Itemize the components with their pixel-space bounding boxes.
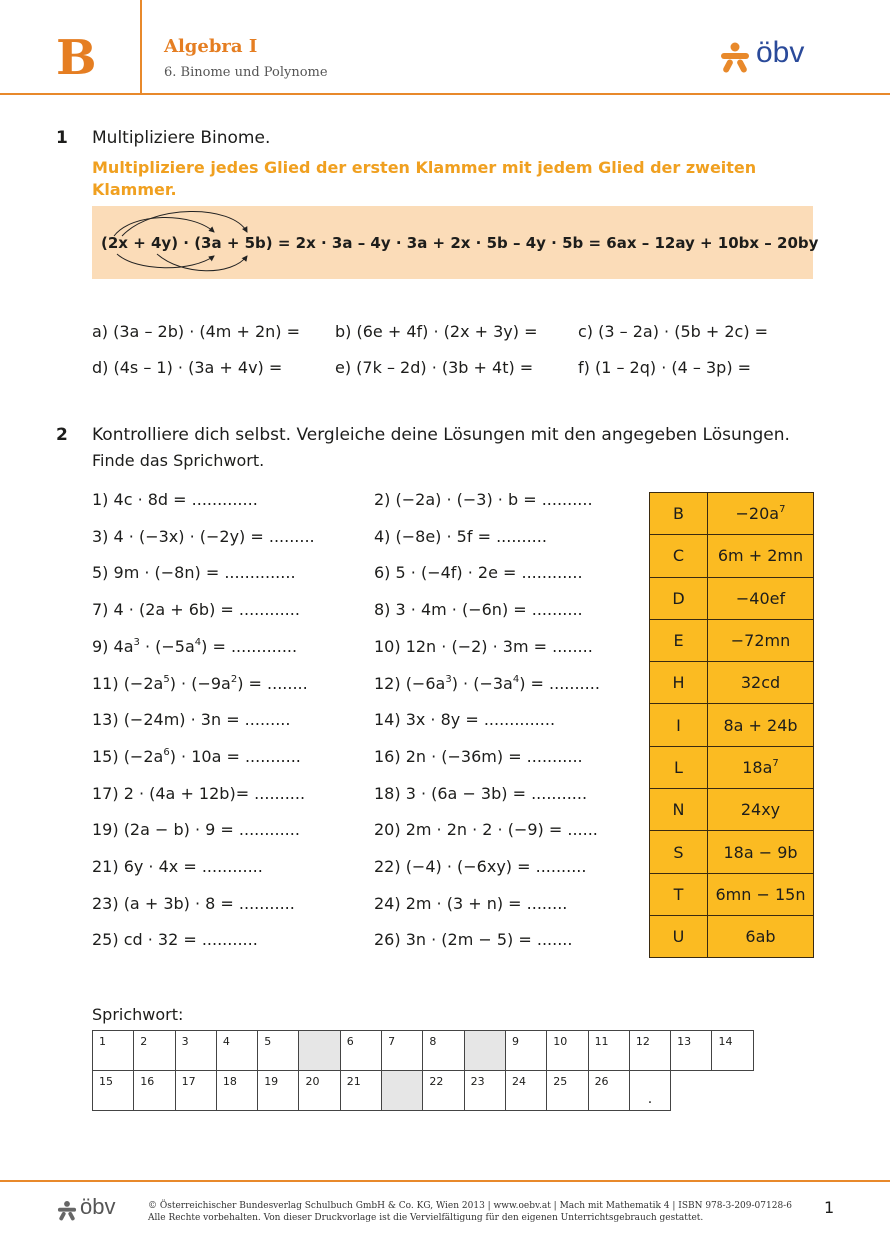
item-text: 1) 4c · 8d = ............. — [92, 490, 258, 509]
task2-item — [374, 784, 587, 803]
key-row — [650, 704, 814, 746]
item-text: ) · (−9a — [169, 673, 231, 693]
task1-title: Multipliziere Binome. — [92, 128, 271, 148]
task2-item — [374, 747, 583, 766]
task2-item — [374, 637, 593, 656]
key-letter: S — [650, 831, 708, 873]
exponent: 4 — [194, 636, 202, 648]
key-row — [650, 831, 814, 873]
grid-cell[interactable]: 20 — [299, 1071, 340, 1111]
key-letter: E — [650, 619, 708, 661]
exponent: 7 — [772, 757, 779, 769]
sprichwort-label: Sprichwort: — [92, 1005, 184, 1024]
key-row — [650, 535, 814, 577]
footer-rule — [0, 1180, 890, 1182]
task2-item — [374, 490, 593, 509]
key-letter: D — [650, 577, 708, 619]
key-row — [650, 577, 814, 619]
item-text: 15) (−2a — [92, 746, 164, 766]
grid-cell[interactable]: 7 — [382, 1031, 423, 1071]
task2-item — [92, 820, 300, 839]
task2-item — [374, 857, 586, 876]
exercise-d: d) (4s – 1) · (3a + 4v) = — [92, 358, 283, 377]
exponent: 2 — [230, 673, 238, 685]
item-text: 6) 5 · (−4f) · 2e = ............ — [374, 563, 583, 583]
item-text: ) = ........ — [237, 673, 308, 693]
item-text: 9) 4a — [92, 636, 134, 656]
key-value-text: 6m + 2mn — [717, 546, 804, 566]
grid-cell[interactable]: 14 — [712, 1031, 753, 1071]
grid-cell[interactable]: 3 — [175, 1031, 216, 1071]
item-text: 26) 3n · (2m − 5) = ....... — [374, 930, 573, 950]
task2-number: 2 — [56, 425, 68, 445]
section-letter: B — [56, 30, 97, 86]
grid-row-1 — [93, 1031, 754, 1071]
exponent: 3 — [445, 673, 452, 685]
item-text: 13) (−24m) · 3n = ......... — [92, 710, 291, 730]
grid-cell[interactable]: 10 — [547, 1031, 588, 1071]
task2-item — [92, 784, 305, 803]
task2-item — [92, 637, 297, 656]
task2-item — [374, 820, 598, 839]
footer-logo-text: öbv — [80, 1194, 116, 1219]
task2-item — [92, 600, 300, 619]
key-row — [650, 662, 814, 704]
grid-cell[interactable]: 26 — [588, 1071, 629, 1111]
grid-cell[interactable]: . — [629, 1071, 670, 1111]
task2-item — [92, 747, 301, 766]
footer-line-1: © Österreichischer Bundesverlag Schulbuch GmbH & Co. KG, Wien 2013 | www.oebv.at | Mach mit Mathematik 4 | ISBN 978-3-209-07128-6 — [148, 1201, 792, 1211]
header-divider — [140, 0, 142, 94]
task2-item — [374, 600, 583, 619]
key-letter: I — [650, 704, 708, 746]
item-text: 25) cd · 32 = ........... — [92, 930, 258, 950]
exponent: 3 — [133, 636, 140, 648]
logo-text: öbv — [756, 36, 805, 69]
grid-cell[interactable]: 5 — [258, 1031, 299, 1071]
grid-row-2 — [93, 1071, 754, 1111]
task2-item — [374, 674, 600, 693]
item-text: 10) 12n · (−2) · 3m = ........ — [374, 636, 593, 656]
grid-cell[interactable]: 8 — [423, 1031, 464, 1071]
item-text: ) = .......... — [519, 673, 600, 693]
key-letter: T — [650, 873, 708, 915]
task2-item — [92, 930, 258, 949]
item-text: 11) (−2a — [92, 673, 164, 693]
key-letter: L — [650, 746, 708, 788]
grid-cell[interactable] — [382, 1071, 423, 1111]
task1-number: 1 — [56, 128, 68, 148]
example-equation: (2x + 4y) · (3a + 5b) = 2x · 3a – 4y · 3a + 2x · 5b – 4y · 5b = 6ax – 12ay + 10bx – 20by — [101, 234, 819, 252]
exercise-a: a) (3a – 2b) · (4m + 2n) = — [92, 322, 301, 341]
exponent: 4 — [512, 673, 520, 685]
item-text: 22) (−4) · (−6xy) = .......... — [374, 857, 587, 876]
grid-cell[interactable]: 24 — [505, 1071, 546, 1111]
key-letter: C — [650, 535, 708, 577]
key-value — [708, 535, 814, 577]
key-value — [708, 915, 814, 957]
task2-item — [374, 563, 583, 582]
sprichwort-grid — [92, 1030, 754, 1111]
task1-rule: Multipliziere jedes Glied der ersten Klammer mit jedem Glied der zweiten Klammer. — [92, 158, 757, 199]
solution-key — [649, 492, 814, 958]
item-text: 8) 3 · 4m · (−6n) = .......... — [374, 600, 583, 620]
grid-cell[interactable]: 25 — [547, 1071, 588, 1111]
key-value-text: 32cd — [740, 673, 781, 693]
item-text: ) · 10a = ........... — [169, 746, 301, 766]
key-row — [650, 619, 814, 661]
task2-item — [92, 710, 290, 729]
grid-cell[interactable]: 11 — [588, 1031, 629, 1071]
item-text: 14) 3x · 8y = .............. — [374, 710, 556, 730]
item-text: 21) 6y · 4x = ............ — [92, 857, 263, 876]
key-value-text: 6mn − 15n — [715, 884, 806, 904]
item-text: 12) (−6a — [374, 673, 446, 693]
item-text: 2) (−2a) · (−3) · b = .......... — [374, 490, 593, 509]
key-value-text: 6ab — [745, 927, 776, 947]
grid-cell[interactable]: 12 — [629, 1031, 670, 1071]
exponent: 6 — [163, 746, 170, 758]
header-title: Algebra I — [164, 36, 258, 57]
exercise-f: f) (1 – 2q) · (4 – 3p) = — [578, 358, 752, 377]
grid-cell[interactable]: 16 — [134, 1071, 175, 1111]
item-text: 5) 9m · (−8n) = .............. — [92, 563, 296, 583]
key-value — [708, 493, 814, 535]
item-text: ) · (−3a — [451, 673, 513, 693]
task2-item — [92, 563, 296, 582]
key-value-text: 18a — [742, 757, 773, 777]
key-value — [708, 662, 814, 704]
task2-item — [92, 894, 295, 913]
item-text: · (−5a — [139, 636, 195, 656]
footer-line-2: Alle Rechte vorbehalten. Von dieser Druckvorlage ist die Vervielfältigung für den eigenen Unterrichtsgebrauch gestattet. — [148, 1213, 704, 1223]
header-subtitle: 6. Binome und Polynome — [164, 65, 328, 80]
key-value — [708, 831, 814, 873]
grid-cell[interactable]: 19 — [258, 1071, 299, 1111]
key-letter: U — [650, 915, 708, 957]
grid-spacer — [671, 1071, 712, 1111]
task2-item — [374, 930, 572, 949]
exponent: 5 — [163, 673, 170, 685]
task2-subtitle: Finde das Sprichwort. — [92, 451, 265, 470]
item-text: 23) (a + 3b) · 8 = ........... — [92, 893, 295, 913]
key-value — [708, 746, 814, 788]
item-text: ) = ............. — [201, 636, 298, 656]
exercise-e: e) (7k – 2d) · (3b + 4t) = — [335, 358, 534, 377]
key-letter: H — [650, 662, 708, 704]
exercise-b: b) (6e + 4f) · (2x + 3y) = — [335, 322, 538, 341]
grid-cell[interactable]: 2 — [134, 1031, 175, 1071]
item-text: 16) 2n · (−36m) = ........... — [374, 746, 583, 766]
key-value — [708, 789, 814, 831]
oebv-star-icon — [56, 1200, 78, 1222]
key-row — [650, 789, 814, 831]
key-value — [708, 704, 814, 746]
header-rule — [0, 93, 890, 95]
task2-item — [92, 674, 308, 693]
item-text: 19) (2a − b) · 9 = ............ — [92, 820, 300, 840]
grid-cell[interactable] — [464, 1031, 505, 1071]
example-box — [92, 206, 819, 279]
key-value — [708, 619, 814, 661]
key-value-text: 24xy — [740, 800, 781, 820]
key-value-text: −20a — [735, 504, 780, 524]
key-letter: B — [650, 493, 708, 535]
exponent: 7 — [779, 504, 786, 516]
key-value-text: 18a − 9b — [723, 842, 798, 862]
item-text: 17) 2 · (4a + 12b)= .......... — [92, 783, 306, 803]
grid-cell[interactable]: 13 — [671, 1031, 712, 1071]
exercise-c: c) (3 – 2a) · (5b + 2c) = — [578, 322, 769, 341]
oebv-star-icon — [718, 41, 752, 75]
item-text: 18) 3 · (6a − 3b) = ........... — [374, 783, 588, 803]
key-row — [650, 873, 814, 915]
item-text: 20) 2m · 2n · 2 · (−9) = ...... — [374, 820, 598, 840]
task2-item — [92, 857, 263, 876]
task2-item — [374, 527, 547, 546]
item-text: 7) 4 · (2a + 6b) = ............ — [92, 600, 300, 620]
grid-cell[interactable] — [299, 1031, 340, 1071]
footer-copyright — [148, 1200, 808, 1224]
key-value — [708, 577, 814, 619]
task2-item — [374, 710, 555, 729]
item-text: 24) 2m · (3 + n) = ........ — [374, 893, 568, 913]
grid-cell[interactable]: 23 — [464, 1071, 505, 1111]
key-value-text: −40ef — [735, 588, 786, 608]
key-letter: N — [650, 789, 708, 831]
task2-item — [92, 490, 258, 509]
grid-cell[interactable]: 22 — [423, 1071, 464, 1111]
grid-spacer — [712, 1071, 753, 1111]
key-row — [650, 746, 814, 788]
task2-item — [374, 894, 567, 913]
task2-title: Kontrolliere dich selbst. Vergleiche deine Lösungen mit den angegeben Lösungen. — [92, 425, 790, 445]
page-number: 1 — [824, 1198, 835, 1217]
item-text: 3) 4 · (−3x) · (−2y) = ......... — [92, 526, 315, 546]
key-value-text: −72mn — [730, 631, 791, 651]
grid-cell[interactable]: 18 — [216, 1071, 257, 1111]
key-row — [650, 915, 814, 957]
grid-cell[interactable]: 17 — [175, 1071, 216, 1111]
item-text: 4) (−8e) · 5f = .......... — [374, 526, 547, 546]
grid-cell[interactable]: 15 — [93, 1071, 134, 1111]
grid-cell[interactable]: 9 — [505, 1031, 546, 1071]
key-value — [708, 873, 814, 915]
grid-cell[interactable]: 21 — [340, 1071, 381, 1111]
key-row — [650, 493, 814, 535]
grid-cell[interactable]: 4 — [216, 1031, 257, 1071]
task2-item — [92, 527, 315, 546]
grid-cell[interactable]: 6 — [340, 1031, 381, 1071]
key-value-text: 8a + 24b — [723, 715, 798, 735]
grid-cell[interactable]: 1 — [93, 1031, 134, 1071]
